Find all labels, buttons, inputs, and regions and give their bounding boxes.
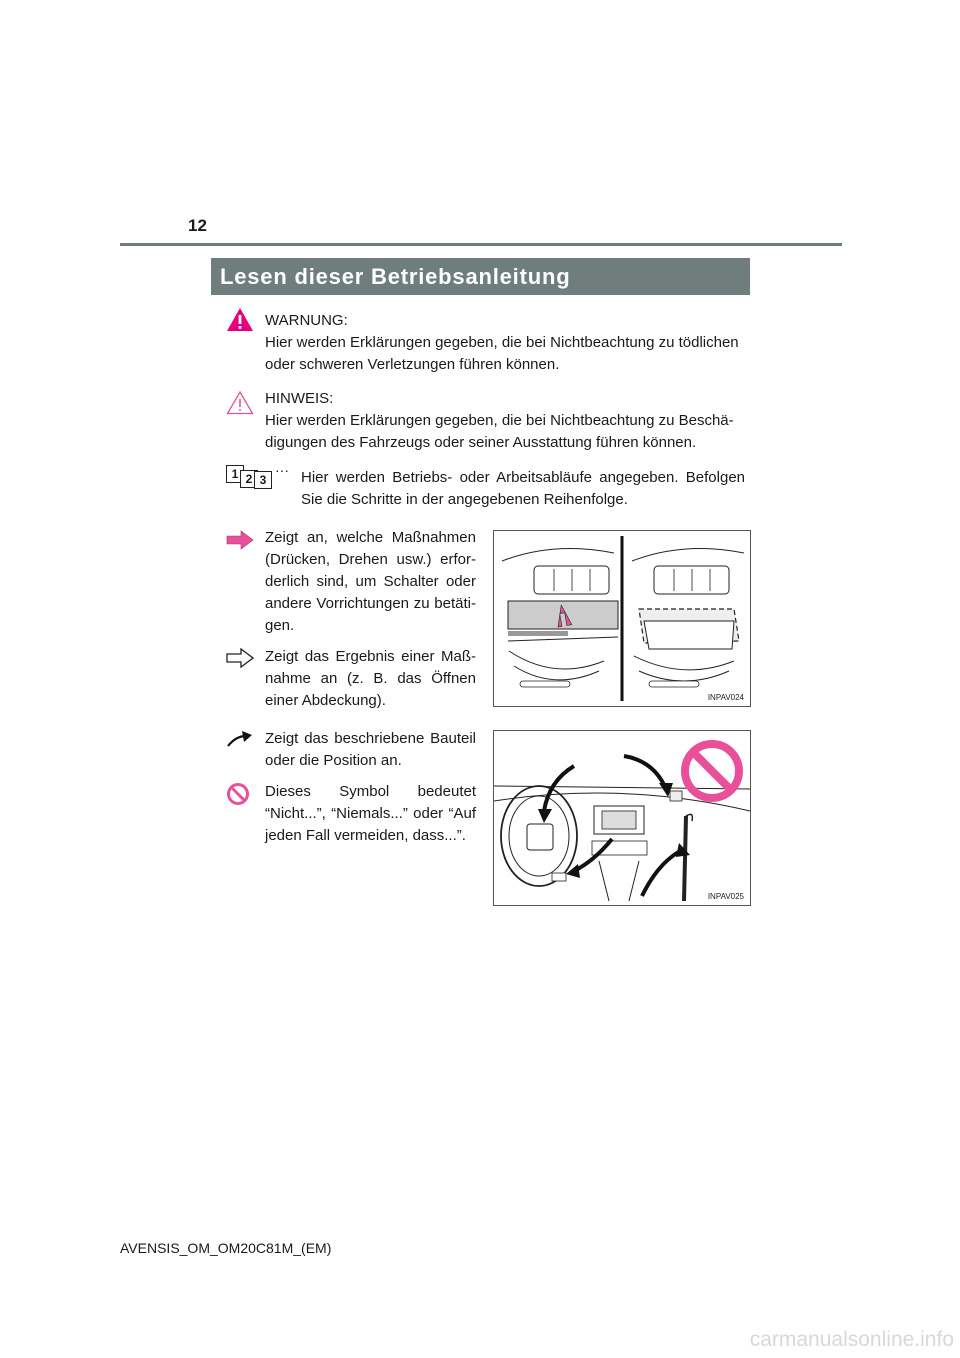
steps-separator: ··· [275, 462, 289, 478]
step-numbers-icon [226, 462, 298, 489]
warning-triangle-outline-icon [226, 390, 254, 415]
action-text: Zeigt an, welche Maßnahmen (Drücken, Drehen usw.) erfor-derlich sind, um Schalter oder andere Vorrichtungen zu betäti-gen. [265, 529, 476, 634]
pointer-arrow-icon [226, 730, 254, 748]
notice-text: Hier werden Erklärungen gegeben, die bei Nichtbeachtung zu Beschä-digungen des Fahrzeugs oder seiner Ausstattung führen können. [265, 412, 734, 451]
notice-entry [265, 388, 745, 454]
page-number: 12 [188, 216, 207, 235]
step-3-box: 3 [254, 471, 272, 489]
figure-2-code: INPAV025 [707, 892, 744, 901]
outline-arrow-icon [226, 648, 254, 668]
warning-entry [265, 310, 745, 376]
prohibition-text: Dieses Symbol bedeutet “Nicht...”, “Niemals...” oder “Auf jeden Fall vermeiden, dass...”. [265, 783, 476, 844]
steps-text: Hier werden Betriebs- oder Arbeitsabläufe angegeben. Befolgen Sie die Schritte in der angegebenen Reihenfolge. [301, 469, 745, 508]
figure-dashboard [493, 730, 751, 906]
figure-overhead-console [493, 530, 751, 707]
result-text: Zeigt das Ergebnis einer Maß-nahme an (z. B. das Öffnen einer Abdeckung). [265, 648, 476, 709]
warning-triangle-filled-icon [226, 307, 254, 332]
section-title: Lesen dieser Betriebsanleitung [211, 258, 750, 295]
overhead-console-illustration [494, 531, 750, 706]
warning-text: Hier werden Erklärungen gegeben, die bei Nichtbeachtung zu tödlichen oder schweren Verletzungen führen können. [265, 334, 739, 373]
step-1-box: 1 [226, 465, 244, 483]
watermark: carmanualsonline.info [749, 1328, 954, 1351]
dashboard-illustration [494, 731, 750, 905]
filled-arrow-icon [226, 530, 254, 550]
header-rule [120, 243, 842, 246]
prohibition-icon [226, 782, 250, 806]
figure-1-code: INPAV024 [707, 693, 744, 702]
warning-label: WARNUNG: [265, 312, 348, 329]
component-text: Zeigt das beschriebene Bauteil oder die Position an. [265, 730, 476, 769]
notice-label: HINWEIS: [265, 390, 334, 407]
footer-document-code: AVENSIS_OM_OM20C81M_(EM) [120, 1240, 332, 1256]
step-2-box: 2 [240, 470, 258, 488]
